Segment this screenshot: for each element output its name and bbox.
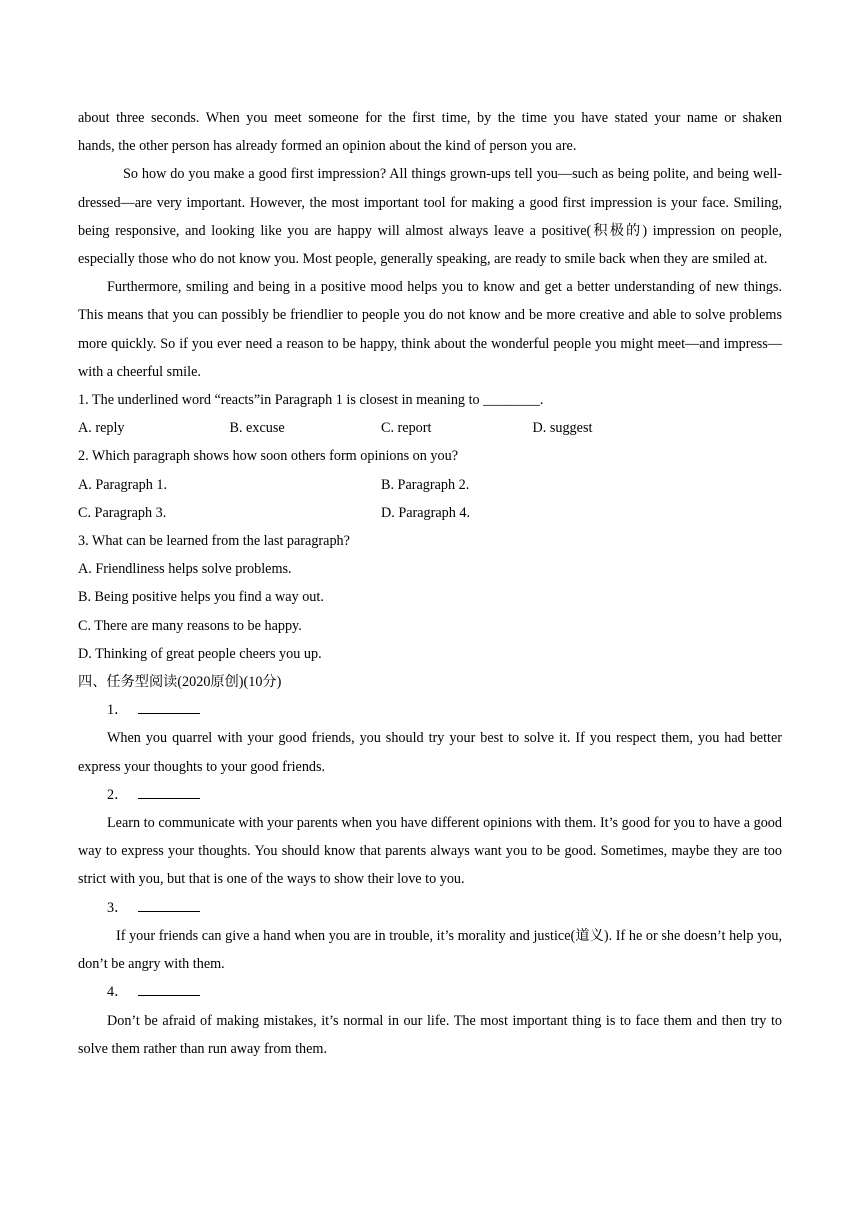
task-item-2-blank[interactable]: [138, 786, 200, 799]
task-item-2-label: 2．: [107, 786, 129, 803]
task-item-4-label: 4．: [107, 984, 129, 1001]
question-3-option-d[interactable]: D. Thinking of great people cheers you up.: [78, 645, 322, 662]
task-item-3-number: [78, 894, 782, 922]
question-3-option-a[interactable]: A. Friendliness helps solve problems.: [78, 561, 292, 578]
question-3-stem: 3. What can be learned from the last paragraph?: [78, 533, 350, 550]
task-item-3-text: If your friends can give a hand when you are in trouble, it’s morality and justice(道义). If he or she doesn’t help you, don’t be angry with them.: [78, 927, 782, 973]
task-item-4-blank[interactable]: [138, 983, 200, 996]
document-page: [78, 104, 782, 1063]
question-1-option-d[interactable]: D. suggest: [532, 420, 593, 437]
task-item-3-label: 3．: [107, 899, 129, 916]
question-1-options: [78, 414, 782, 442]
passage-paragraph-3: So how do you make a good first impression? All things grown-ups tell you—such as being polite, and being well-dressed—are very important. However, the most important tool for making a good first impression is your face. Smiling, being responsive, and looking like you are happy will almost always leave a positive(积极的) impression on people, especially those who do not know you. Most people, generally speaking, are ready to smile back when they are smiled at.: [78, 166, 782, 268]
passage-p1-line1: about three seconds. When you meet someone for the first time, by the time you have stated your name or shaken: [78, 110, 782, 126]
question-2-option-b[interactable]: B. Paragraph 2.: [381, 476, 470, 493]
question-2-stem: 2. Which paragraph shows how soon others form opinions on you?: [78, 448, 458, 465]
question-2-option-c[interactable]: C. Paragraph 3.: [78, 504, 167, 521]
task-item-3-blank[interactable]: [138, 899, 200, 912]
task-item-4-text: Don’t be afraid of making mistakes, it’s normal in our life. The most important thing is to face them and then try to solve them rather than run away from them.: [78, 1012, 782, 1057]
task-item-1-label: 1．: [107, 702, 129, 719]
question-2-option-d[interactable]: D. Paragraph 4.: [381, 504, 471, 521]
question-1-option-a[interactable]: A. reply: [78, 420, 125, 437]
task-item-1-text: When you quarrel with your good friends, you should try your best to solve it. If you respect them, you had better express your thoughts to your good friends.: [78, 730, 782, 775]
task-item-2-number: [78, 781, 782, 809]
task-item-2-text: Learn to communicate with your parents when you have different opinions with them. It’s good for you to have a good way to express your thoughts. You should know that parents always want you to be good. Sometimes, maybe they are too strict with you, but that is one of the ways to show their love to you.: [78, 815, 782, 888]
question-1-option-b[interactable]: B. excuse: [229, 420, 285, 437]
section-4-heading: 四、任务型阅读(2020原创)(10分): [78, 674, 282, 691]
question-3-option-b[interactable]: B. Being positive helps you find a way out.: [78, 589, 324, 606]
passage-p1-line2: hands, the other person has already formed an opinion about the kind of person you are.: [78, 138, 577, 155]
task-item-1-blank[interactable]: [138, 701, 200, 714]
task-item-1-number: [78, 696, 782, 724]
question-1-option-c[interactable]: C. report: [381, 420, 432, 437]
task-item-4-number: [78, 978, 782, 1006]
question-1-stem: 1. The underlined word “reacts”in Paragraph 1 is closest in meaning to ________.: [78, 392, 544, 409]
question-2-option-a[interactable]: A. Paragraph 1.: [78, 476, 168, 493]
passage-paragraph-4: Furthermore, smiling and being in a positive mood helps you to know and get a better understanding of new things. This means that you can possibly be friendlier to people you do not know and be more creative and able to solve problems more quickly. So if you ever need a reason to be happy, think about the wonderful people you might meet—and impress—with a cheerful smile.: [78, 279, 782, 380]
question-3-option-c[interactable]: C. There are many reasons to be happy.: [78, 617, 302, 634]
question-2-options-row2: [78, 499, 782, 527]
question-2-options-row1: [78, 471, 782, 499]
